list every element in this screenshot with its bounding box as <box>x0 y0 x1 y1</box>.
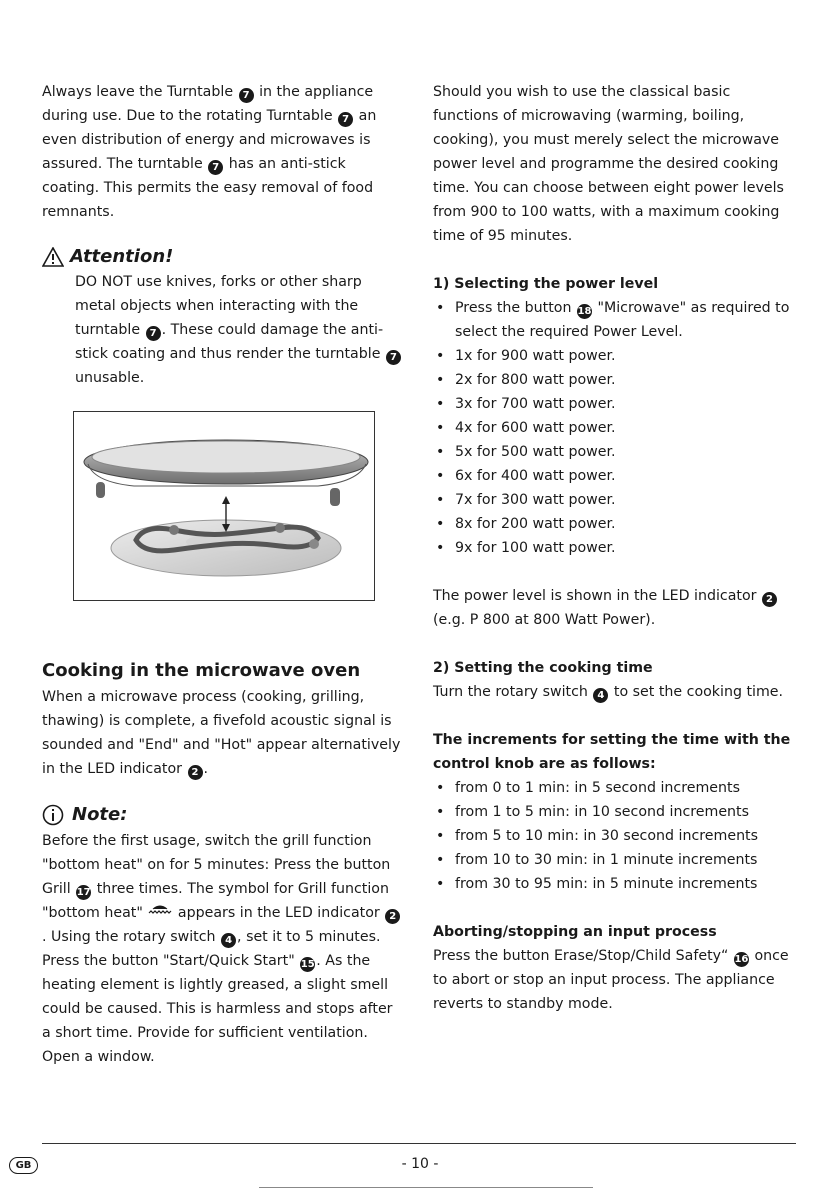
increments-list <box>433 776 795 896</box>
ref-number: 2 <box>188 765 203 780</box>
cooking-time-heading: 2) Setting the cooking time <box>433 660 653 676</box>
list-item: • 4x for 600 watt power. <box>433 416 795 440</box>
ref-number: 4 <box>593 688 608 703</box>
list-item: • 2x for 800 watt power. <box>433 368 795 392</box>
list-item: • 6x for 400 watt power. <box>433 464 795 488</box>
attention-title: Attention! <box>70 246 174 267</box>
list-item: • Press the button 18 "Microwave" as required to select the required Power Level. <box>433 296 795 344</box>
list-item: • 7x for 300 watt power. <box>433 488 795 512</box>
power-level-heading: 1) Selecting the power level <box>433 276 659 292</box>
ref-number: 2 <box>385 909 400 924</box>
ref-number: 4 <box>221 933 236 948</box>
power-level-list <box>433 296 795 560</box>
bottom-rule <box>259 1187 593 1188</box>
note-title: Note: <box>72 804 128 825</box>
list-item: • from 5 to 10 min: in 30 second increments <box>433 824 795 848</box>
warning-icon <box>42 247 64 267</box>
list-item: • from 10 to 30 min: in 1 minute increments <box>433 848 795 872</box>
list-item: • from 0 to 1 min: in 5 second increments <box>433 776 795 800</box>
ref-number: 7 <box>146 326 161 341</box>
basic-functions-intro: Should you wish to use the classical basic functions of microwaving (warming, boiling, cooking), you must merely select the microwave power level and programme the desired cooking time. You can choose between eight power levels from 900 to 100 watts, with a maximum cooking time of 95 minutes. <box>433 84 784 244</box>
cooking-time-text: Turn the rotary switch 4 to set the cooking time. <box>433 684 784 701</box>
increments-heading: The increments for setting the time with the control knob are as follows: <box>433 732 791 772</box>
ref-number: 7 <box>239 88 254 103</box>
power-led-text: The power level is shown in the LED indicator 2 (e.g. P 800 at 800 Watt Power). <box>433 584 795 632</box>
ref-number: 7 <box>208 160 223 175</box>
list-item: • from 30 to 95 min: in 5 minute increments <box>433 872 795 896</box>
abort-text: Press the button Erase/Stop/Child Safety“ 16 once to abort or stop an input process. The appliance reverts to standby mode. <box>433 948 789 1012</box>
cooking-text: When a microwave process (cooking, grilling, thawing) is complete, a fivefold acoustic signal is sounded and "End" and "Hot" appear alternatively in the LED indicator 2 . <box>42 689 401 778</box>
turntable-intro: Always leave the Turntable 7 in the appliance during use. Due to the rotating Turntable 7 an even distribution of energy and microwaves is assured. The turntable 7 has an anti-stick coating. This permits the easy removal of food remnants. <box>42 84 377 220</box>
ref-number: 7 <box>386 350 401 365</box>
list-item: • 1x for 900 watt power. <box>433 344 795 368</box>
abort-heading: Aborting/stopping an input process <box>433 924 717 940</box>
country-badge: GB <box>9 1157 38 1174</box>
attention-text: DO NOT use knives, forks or other sharp metal objects when interacting with the turntable 7 . These could damage the anti-stick coating and thus render the turntable 7 unusable. <box>42 270 402 390</box>
ref-number: 18 <box>577 306 592 317</box>
page-number: - 10 - <box>401 1156 439 1172</box>
right-column <box>433 80 795 1016</box>
ref-number: 7 <box>338 112 353 127</box>
ref-number: 17 <box>76 887 91 898</box>
ref-number: 16 <box>734 954 749 965</box>
list-item: • 5x for 500 watt power. <box>433 440 795 464</box>
note-heading <box>42 801 402 829</box>
note-text: Before the first usage, switch the grill function "bottom heat" on for 5 minutes: Press the button Grill 17 three times. The symbol for Grill function "bottom heat" appears in the LED indicator 2. Using the rotary switch 4 , set it to 5 minutes. Press the button "Start/Quick Start" 15 . As the heating element is lightly greased, a slight smell could be caused. This is harmless and stops after a short time. Provide for sufficient ventilation. Open a window. <box>42 829 402 1069</box>
list-item: • 8x for 200 watt power. <box>433 512 795 536</box>
left-column <box>42 80 402 1069</box>
list-item: • from 1 to 5 min: in 10 second increments <box>433 800 795 824</box>
cooking-heading: Cooking in the microwave oven <box>42 660 361 681</box>
info-icon <box>42 804 64 826</box>
list-item: • 3x for 700 watt power. <box>433 392 795 416</box>
footer-divider <box>42 1143 796 1144</box>
bottom-heat-icon <box>147 903 173 917</box>
ref-number: 15 <box>300 959 315 970</box>
list-item: • 9x for 100 watt power. <box>433 536 795 560</box>
attention-heading <box>42 244 402 270</box>
ref-number: 2 <box>762 592 777 607</box>
turntable-illustration <box>73 411 375 601</box>
